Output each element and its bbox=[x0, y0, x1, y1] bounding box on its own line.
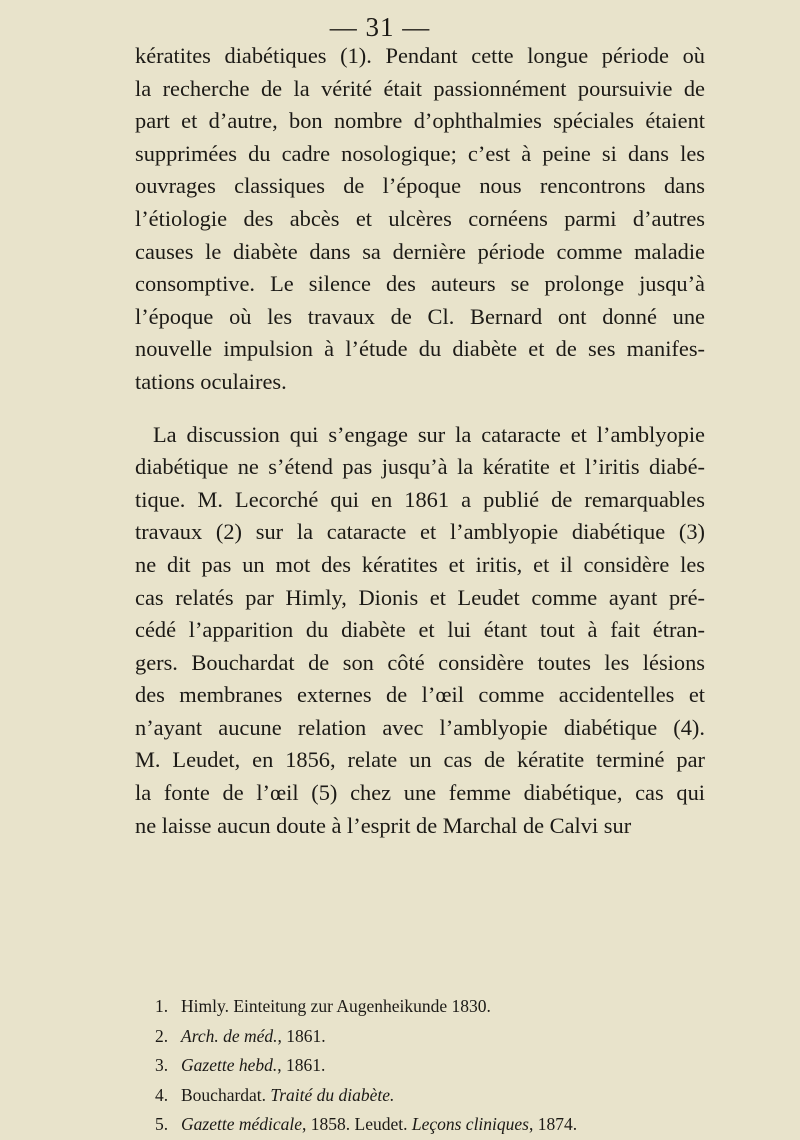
footnote-5 bbox=[155, 1110, 715, 1140]
text-line: tique. M. Lecorché qui en 1861 a publié de remarquables bbox=[135, 486, 705, 512]
text-line: cas relatés par Himly, Dionis et Leudet comme ayant pré- bbox=[135, 584, 705, 610]
footnote-number: 4. bbox=[155, 1084, 169, 1105]
footnote-4 bbox=[155, 1081, 715, 1111]
text-line: gers. Bouchardat de son côté considère toutes les lésions bbox=[135, 649, 705, 675]
footnote-text: Bouchardat. bbox=[181, 1084, 271, 1105]
footnote-text: Himly. Einteitung zur Augenheikunde 1830. bbox=[181, 996, 491, 1016]
footnote-number: 3. bbox=[155, 1055, 169, 1076]
page-number: — 31 — bbox=[329, 12, 431, 42]
body-text bbox=[135, 40, 705, 842]
text-line: nouvelle impulsion à l’étude du diabète et de ses manifes- bbox=[135, 336, 705, 362]
text-line: kératites diabétiques (1). Pendant cette longue période où bbox=[135, 43, 705, 68]
text-line: la recherche de la vérité était passionnément poursuivie de bbox=[135, 75, 705, 101]
paragraph-gap bbox=[135, 399, 705, 419]
footnote-number: 2. bbox=[155, 1025, 169, 1046]
footnote-2 bbox=[155, 1022, 715, 1052]
text-line: diabétique ne s’étend pas jusqu’à la kératite et l’iritis diabé- bbox=[135, 454, 705, 480]
footnote-text: , 1861. bbox=[277, 1025, 326, 1046]
text-line: La discussion qui s’engage sur la cataracte et l’amblyopie bbox=[153, 421, 705, 447]
footnote-3 bbox=[155, 1051, 715, 1081]
text-line: travaux (2) sur la cataracte et l’amblyopie diabétique (3) bbox=[135, 519, 705, 545]
text-line: ne dit pas un mot des kératites et iritis, et il considère les bbox=[135, 551, 705, 577]
footnotes bbox=[155, 992, 715, 1140]
text-line: consomptive. Le silence des auteurs se prolonge jusqu’à bbox=[135, 271, 705, 297]
text-line: ouvrages classiques de l’époque nous rencontrons dans bbox=[135, 173, 705, 199]
footnote-text: Gazette hebd. bbox=[181, 1055, 278, 1076]
footnote-text: , 1858. Leudet. bbox=[302, 1114, 412, 1135]
footnote-text: , 1861. bbox=[277, 1055, 326, 1076]
text-line: l’époque où les travaux de Cl. Bernard ont donné une bbox=[135, 303, 705, 329]
paragraph-1 bbox=[135, 40, 705, 399]
text-line: tations oculaires. bbox=[135, 368, 287, 394]
text-line: M. Leudet, en 1856, relate un cas de kératite terminé par bbox=[135, 747, 705, 773]
paragraph-2 bbox=[135, 419, 705, 843]
text-line: part et d’autre, bon nombre d’ophthalmies spéciales étaient bbox=[135, 108, 705, 134]
footnote-number: 1. bbox=[155, 996, 169, 1016]
footnote-text: Leçons cliniques bbox=[411, 1114, 529, 1135]
text-line: n’ayant aucune relation avec l’amblyopie diabétique (4). bbox=[135, 714, 705, 740]
footnote-number: 5. bbox=[155, 1114, 169, 1135]
text-line: cédé l’apparition du diabète et lui étant tout à fait étran- bbox=[135, 617, 705, 643]
text-line: ne laisse aucun doute à l’esprit de Marchal de Calvi sur bbox=[135, 812, 632, 838]
footnote-text: Arch. de méd. bbox=[181, 1025, 278, 1046]
text-line: supprimées du cadre nosologique; c’est à peine si dans les bbox=[135, 140, 705, 166]
text-line: la fonte de l’œil (5) chez une femme diabétique, cas qui bbox=[135, 780, 705, 806]
footnote-text: Gazette médicale bbox=[181, 1114, 302, 1135]
footnote-text: , 1874. bbox=[528, 1114, 578, 1135]
text-line: des membranes externes de l’œil comme accidentelles et bbox=[135, 682, 705, 708]
footnote-text: Traité du diabète. bbox=[270, 1084, 395, 1105]
footnote-1 bbox=[155, 992, 715, 1022]
text-line: l’étiologie des abcès et ulcères cornéens parmi d’autres bbox=[135, 205, 705, 231]
text-line: causes le diabète dans sa dernière période comme maladie bbox=[135, 238, 705, 264]
